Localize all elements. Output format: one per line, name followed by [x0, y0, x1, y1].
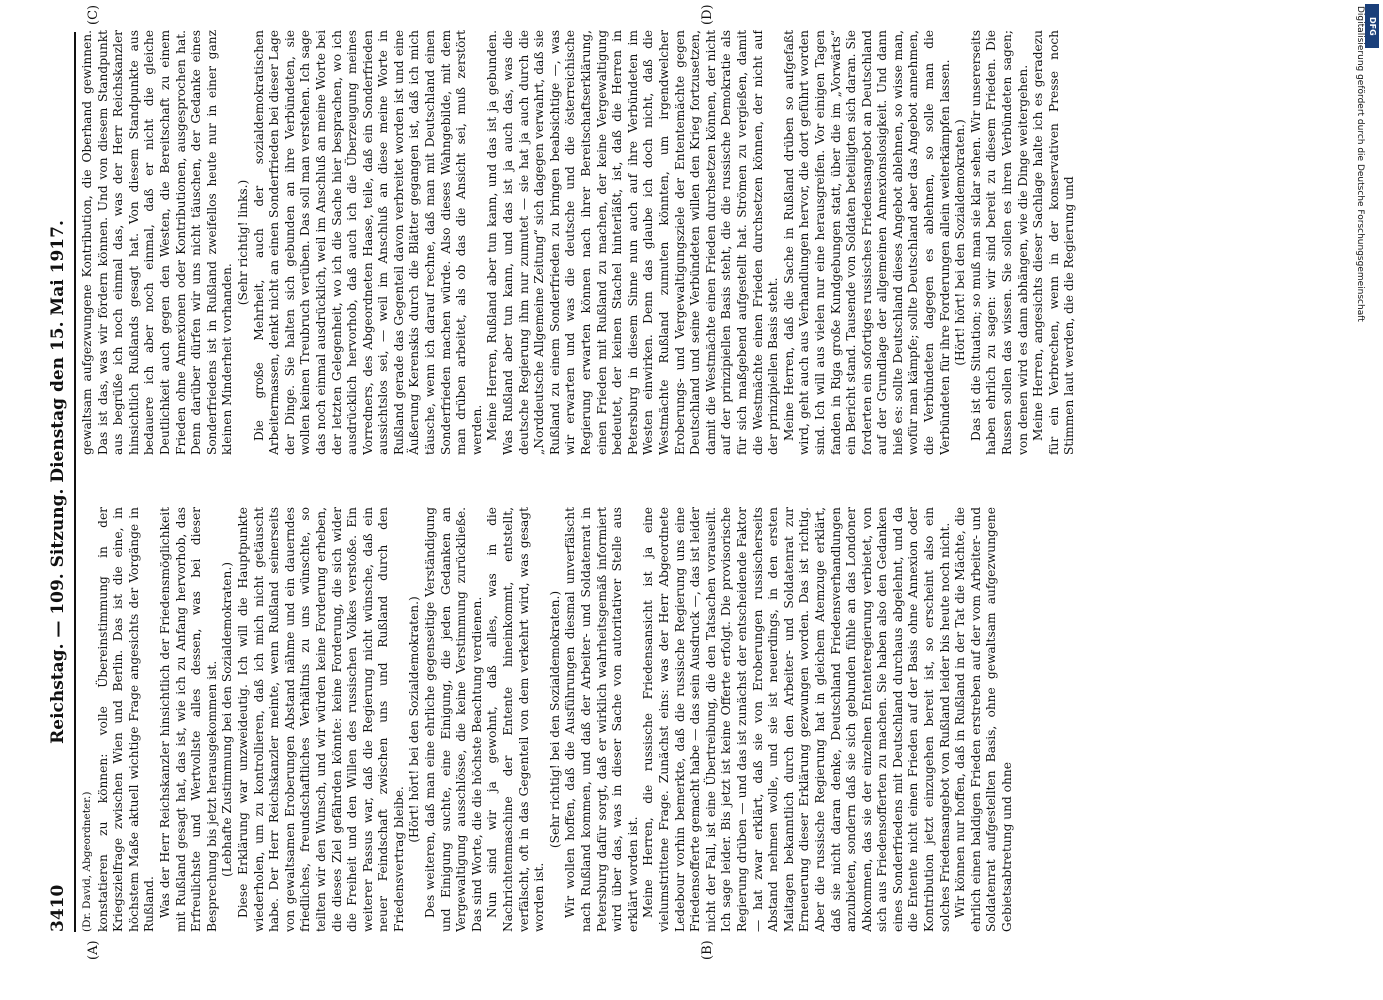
interjection: (Hört! hört! bei den Sozialdemokraten.)	[407, 596, 422, 843]
dfg-logo[interactable]: DFG	[1365, 4, 1379, 48]
interjection: (Hört! hört! bei den Sozialdemokraten.)	[953, 119, 968, 366]
paragraph: Die große Mehrheit, auch der sozialdemokratischen Arbeitermassen, denkt nicht an einen Sonderfrieden bei dieser Lage der Dinge. Sie halten sich gebunden an ihre Verbündeten, sie wollen keinen Treubruch verüben. Das soll man verstehen. Ich sage das noch einmal ausdrücklich, weil im Anschluß an meine Worte bei der letzten Gelegenheit, wo ich die Sache hier besprachen, wo ich ausdrücklich hervorhob, daß auch ich die Überzeugung meines Vorredners, des Abgeordneten Haase, teile, daß ein Sonderfrieden aussichtslos sei, — weil im Anschluß an diese meine Worte in Rußland gerade das Gegenteil davon verbreitet worden ist und eine Äußerung Kerenskis durch die Blätter gegangen ist, daß ich mich täusche, wenn ich darauf rechne, daß man mit Deutschland einen Sonderfrieden machen würde. Also dieses Wahngebilde, mit dem man drüben arbeitet, als ob das die Ansicht sei, muß zerstört werden.	[251, 30, 484, 455]
digitization-note: Digitalisierung gefördert durch die Deutsche Forschungsgemeinschaft	[1355, 6, 1365, 322]
interjection: (Sehr richtig! links.)	[235, 179, 250, 306]
paragraph: Wir können nur hoffen, daß in Rußland in der Tat die Mächte, die ehrlich einen baldigen Frieden erstreben auf der vom Arbeiter- und Soldatenrat aufgestellten Basis, ohne gewaltsam aufgezwungene Gebietsabtretung und ohne	[953, 507, 1015, 932]
speaker-line: (Dr. David, Abgeordneter.)	[81, 791, 93, 932]
paragraph: Wir wollen hoffen, daß die Ausführungen diesmal unverfälscht nach Rußland kommen, und daß der Arbeiter- und Soldatenrat in Petersburg dafür sorgt, daß er wirklich wahrheitsgemäß informiert wird über das, was in dieser Sache von autoritativer Stelle aus erklärt worden ist.	[563, 507, 640, 932]
paragraph: Diese Erklärung war unzweideutig. Ich will die Hauptpunkte wiederholen, um zu kontrollieren, daß ich mich nicht getäuscht habe. Der Herr Reichskanzler meinte, wenn Rußland seinerseits von gewaltsamen Eroberungen Abstand nähme und ein dauerndes friedliches, freundschaftliches Verhältnis zu uns wünschte, so teilten wir den Wunsch, und wir würden keine Forderung erheben, die dieses Ziel gefährden könnte: keine Forderung, die sich wider die Freiheit und den Willen des russischen Volkes verstoße. Ein weiterer Passus war, daß die Regierung nicht wünsche, daß ein neuer Feindschaft zwischen uns und Rußland durch den Friedensvertrag bleibe.	[235, 507, 406, 932]
page-header	[44, 32, 74, 932]
page-title: Reichstag. — 109. Sitzung. Dienstag den 15. Mai 1917.	[48, 220, 68, 744]
interjection: (Sehr richtig! bei den Sozialdemokraten.)	[547, 590, 562, 849]
paragraph: Meine Herren, angesichts dieser Sachlage halte ich es geradezu für ein Verbrechen, wenn in der konservativen Presse noch Stimmen laut werden, die die Regierung und	[1031, 30, 1077, 455]
paragraph: Das ist die Situation; so muß man sie klar sehen. Wir unsererseits haben ehrlich zu sagen: wir sind bereit zu diesem Frieden. Die Russen sollen das wissen. Sie sollen es ihren Verbündeten sagen; von denen wird es dann abhängen, wie die Dinge weitergehen.	[968, 30, 1030, 455]
margin-mark-d: (D)	[700, 4, 715, 25]
paragraph: konstatieren zu können: volle Übereinstimmung in der Kriegszielfrage zwischen Wien und Berlin. Das ist die eine, in höchstem Maße aktuell wichtige Frage angesichts der Vorgänge in Rußland.	[95, 507, 157, 932]
margin-mark-c: (C)	[86, 4, 101, 25]
page-number: 3410	[48, 884, 68, 932]
paragraph: Nun sind wir ja gewohnt, daß alles, was in die Nachrichtenmaschine der Entente hineinkommt, entstellt, verfälscht, oft in das Gegenteil von dem verkehrt wird, was gesagt worden ist.	[485, 507, 547, 932]
text-column-left	[80, 507, 1110, 932]
paragraph: gewaltsam aufgezwungene Kontribution, die Oberhand gewinnen. Das ist das, was wir fördern können. Und von diesem Standpunkt aus begrüße ich noch einmal das, was der Herr Reichskanzler hinsichtlich Rußlands gesagt hat. Von diesem Standpunkte aus bedauere ich aber noch einmal, daß er nicht die gleiche Deutlichkeit auch gegen den Westen, die Bereitschaft zu einem Frieden ohne Annexionen oder Kontributionen, ausgesprochen hat. Denn darüber dürfen wir uns nicht täuschen, der Gedanke eines Sonderfriedens ist in Rußland zweifellos heute nur in einer ganz kleinen Minderheit vorhanden.	[80, 30, 235, 455]
paragraph: Meine Herren, daß die Sache in Rußland drüben so aufgefaßt wird, geht auch aus Verhandlungen hervor, die dort geführt worden sind. Ich will aus vielen nur eine herausgreifen. Vor einigen Tagen fanden in Riga große Kundgebungen statt, über die im „Vorwärts“ ein Bericht stand. Tausende von Soldaten beteiligten sich daran. Sie forderten ein sofortiges russisches Friedensangebot an Deutschland auf der Grundlage der allgemeinen Annexionslosigkeit. Und dann hieß es: sollte Deutschland dieses Angebot ablehnen, so wisse man, wofür man kämpfe; sollte Deutschland aber das Angebot annehmen, die Verbündeten dagegen es ablehnen, so solle man die Verbündeten für ihre Forderungen allein weiterkämpfen lassen.	[781, 30, 952, 455]
paragraph: Meine Herren, Rußland aber tun kann, und das ist ja gebunden. Was Rußland aber tun kann, und das ist ja auch das, was die deutsche Regierung ihm nur zumutet — sie hat ja auch durch die „Norddeutsche Allgemeine Zeitung“ sich dagegen verwahrt, daß sie Rußland zu einem Sonderfrieden zu bringen beabsichtige —, was wir erwarten und was die deutsche und die österreichische Regierung erwarten können nach ihrer Bereitschaftserklärung, einen Frieden mit Rußland zu machen, der keine Vergewaltigung bedeutet, der keinen Stachel hinterläßt, ist, daß die Herren in Petersburg in diesem Sinne nun auch auf ihre Verbündeten im Westen einwirken. Denn das glaube ich doch nicht, daß die Westmächte Rußland zumuten könnten, um irgendwelcher Eroberungs- und Vergewaltigungsziele der Ententemächte gegen Deutschland und seine Verbündeten willen den Krieg fortzusetzen, damit die Westmächte einen Frieden durchsetzen können, der nicht auf der prinzipiellen Basis steht, die die russische Demokratie als für sich maßgebend aufgestellt hat. Strömen zu vergießen, damit die Westmächte einen Frieden durchsetzen können, der nicht auf der prinzipiellen Basis steht.	[485, 30, 781, 455]
paragraph: Was der Herr Reichskanzler hinsichtlich der Friedensmöglichkeit mit Rußland gesagt hat, das ist, wie ich zu Anfang hervorhob, das Erfreulichste und Wertvollste alles dessen, was bei dieser Besprechung bis jetzt herausgekommen ist.	[157, 507, 219, 932]
paragraph: Des weiteren, daß man eine ehrliche gegenseitige Verständigung und Einigung suchte, eine Einigung, die jeden Gedanken an Vergewaltigung ausschlösse, die keine Verstimmung zurückließe. Das sind Worte, die die höchste Beachtung verdienen.	[423, 507, 484, 932]
paragraph: Meine Herren, die russische Friedensansicht ist ja eine vielumstrittene Frage. Zunächst eins: was der Herr Abgeordnete Ledebour vorhin bemerkte, daß die russische Regierung uns eine Friedensofferte gemacht habe — das sein Ausdruck —, das ist leider nicht der Fall, ist eine Übertreibung, die den Tatsachen vorauseilt. Ich sage leider. Bis jetzt ist keine Offerte erfolgt. Die provisorische Regierung drüben — und das ist zunächst der entscheidende Faktor — hat zwar erklärt, daß sie von Eroberungen russischerseits Abstand nehmen wolle, und sie ist neuerdings, in den ersten Maitagen bekanntlich durch den Arbeiter- und Soldatenrat zur Erneuerung dieser Erklärung gezwungen worden. Das ist richtig. Aber die russische Regierung hat in gleichem Atemzuge erklärt, daß sie nicht daran denke, Deutschland Friedensverhandlungen anzubieten, sondern daß sie sich gebunden fühle an das Londoner Abkommen, das sie der einzelnen Ententeregierung verbietet, von sich aus Friedensofferten zu machen. Sie haben also den Gedanken eines Sonderfriedens mit Deutschland durchaus abgelehnt, und da die Entente nicht einen Frieden auf der Basis ohne Annexion oder Kontribution jetzt einzugehen bereit ist, so erscheint also ein solches Friedensangebot von Rußland leider bis heute noch nicht.	[641, 507, 952, 932]
text-column-right	[80, 30, 1110, 455]
interjection: (Lebhafte Zustimmung bei den Sozialdemokraten.)	[220, 562, 235, 877]
margin-mark-b: (B)	[700, 940, 715, 960]
margin-mark-a: (A)	[86, 940, 101, 960]
header-rule	[74, 32, 76, 932]
